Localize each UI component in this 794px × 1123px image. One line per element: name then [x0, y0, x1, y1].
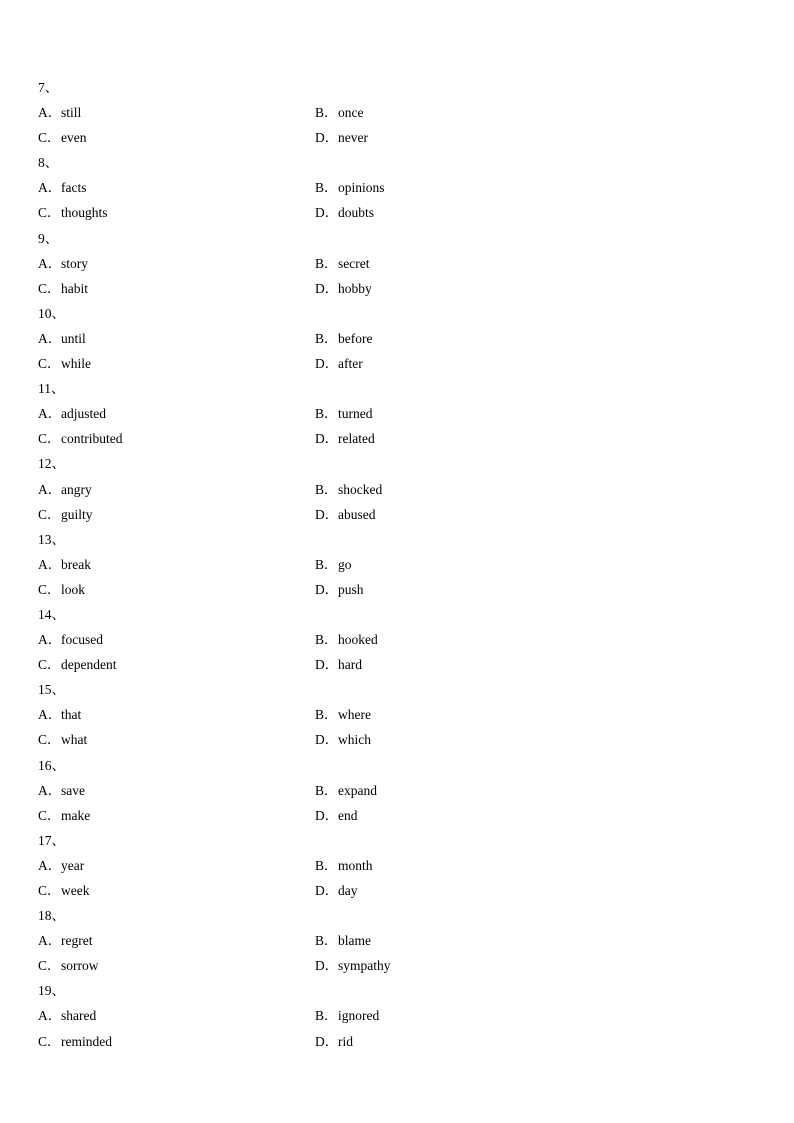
option-letter: C． [38, 130, 61, 146]
option-letter: B． [315, 330, 338, 346]
option-text: month [338, 857, 373, 873]
option-letter: C． [38, 356, 61, 372]
question-number: 13、 [38, 531, 65, 547]
answer-option [38, 1029, 112, 1054]
option-letter: B． [315, 707, 338, 723]
option-text: before [338, 330, 373, 346]
answer-option [38, 326, 86, 351]
option-letter: B． [315, 255, 338, 271]
option-text: where [338, 707, 371, 723]
option-letter: A． [38, 481, 62, 497]
answer-option [315, 125, 368, 150]
answer-option [38, 953, 99, 978]
answer-option [315, 351, 363, 376]
option-text: hobby [338, 280, 372, 296]
option-text: save [61, 782, 85, 798]
option-text: while [61, 356, 91, 372]
option-text: expand [338, 782, 377, 798]
answer-option [38, 652, 116, 677]
answer-option [315, 803, 358, 828]
option-text: sympathy [338, 958, 391, 974]
answer-option [315, 702, 371, 727]
option-text: focused [61, 632, 103, 648]
option-row [38, 426, 758, 451]
option-row [38, 477, 758, 502]
answer-option [315, 100, 363, 125]
question-item [38, 75, 758, 150]
option-text: sorrow [61, 958, 99, 974]
answer-option [38, 878, 89, 903]
answer-option [38, 502, 93, 527]
answer-option [315, 878, 358, 903]
option-letter: A． [38, 933, 62, 949]
option-letter: B． [315, 180, 338, 196]
option-letter: B． [315, 1008, 338, 1024]
option-letter: A． [38, 707, 62, 723]
option-letter: C． [38, 431, 61, 447]
option-text: after [338, 356, 363, 372]
option-text: make [61, 807, 91, 823]
question-item [38, 451, 758, 526]
option-letter: B． [315, 556, 338, 572]
question-number: 19、 [38, 983, 65, 999]
option-letter: B． [315, 782, 338, 798]
option-letter: D． [315, 205, 339, 221]
option-letter: C． [38, 280, 61, 296]
answer-option [315, 953, 391, 978]
option-text: still [61, 105, 82, 121]
question-item [38, 753, 758, 828]
option-letter: B． [315, 933, 338, 949]
question-number: 11、 [38, 381, 65, 397]
option-text: facts [61, 180, 87, 196]
option-letter: D． [315, 732, 339, 748]
question-number: 8、 [38, 155, 59, 171]
option-letter: B． [315, 632, 338, 648]
answer-option [315, 652, 362, 677]
option-letter: A． [38, 1008, 62, 1024]
answer-option [38, 853, 84, 878]
option-letter: A． [38, 857, 62, 873]
option-text: opinions [338, 180, 385, 196]
answer-option [38, 627, 103, 652]
option-letter: A． [38, 330, 62, 346]
option-text: year [61, 857, 85, 873]
question-number: 18、 [38, 908, 65, 924]
option-letter: B． [315, 857, 338, 873]
option-letter: D． [315, 506, 339, 522]
option-letter: D． [315, 431, 339, 447]
option-row [38, 577, 758, 602]
question-item [38, 150, 758, 225]
option-letter: C． [38, 657, 61, 673]
option-text: rid [338, 1033, 353, 1049]
option-row [38, 401, 758, 426]
option-row [38, 803, 758, 828]
option-text: contributed [61, 431, 123, 447]
option-text: once [338, 105, 364, 121]
option-text: that [61, 707, 82, 723]
option-row [38, 928, 758, 953]
answer-option [315, 477, 382, 502]
answer-option [315, 200, 374, 225]
option-text: even [61, 130, 87, 146]
question-number: 17、 [38, 832, 65, 848]
option-text: week [61, 883, 90, 898]
option-text: hooked [338, 632, 378, 648]
option-letter: A． [38, 632, 62, 648]
option-text: story [61, 255, 88, 271]
option-letter: C． [38, 883, 61, 898]
option-text: shocked [338, 481, 383, 497]
option-row [38, 351, 758, 376]
option-letter: A． [38, 782, 62, 798]
option-text: shared [61, 1008, 97, 1024]
option-letter: A． [38, 105, 62, 121]
option-letter: C． [38, 205, 61, 221]
question-number: 16、 [38, 757, 65, 773]
answer-option [315, 627, 378, 652]
option-text: abused [338, 506, 376, 522]
option-text: hard [338, 657, 362, 673]
answer-option [38, 276, 88, 301]
option-row [38, 251, 758, 276]
option-row [38, 100, 758, 125]
answer-option [38, 351, 91, 376]
option-letter: C． [38, 732, 61, 748]
option-letter: B． [315, 105, 338, 121]
answer-option [38, 552, 91, 577]
answer-option [315, 276, 372, 301]
option-row [38, 853, 758, 878]
option-text: angry [61, 481, 92, 497]
option-text: never [338, 130, 368, 146]
question-item [38, 527, 758, 602]
option-text: guilty [61, 506, 93, 522]
answer-option [38, 727, 87, 752]
answer-option [315, 502, 376, 527]
option-text: habit [61, 280, 88, 296]
option-text: look [61, 581, 86, 597]
option-letter: D． [315, 657, 339, 673]
option-text: thoughts [61, 205, 108, 221]
option-row [38, 502, 758, 527]
question-list [38, 75, 758, 1054]
question-item [38, 903, 758, 978]
option-row [38, 652, 758, 677]
option-row [38, 1003, 758, 1028]
question-item [38, 301, 758, 376]
answer-option [315, 426, 375, 451]
option-row [38, 778, 758, 803]
option-row [38, 953, 758, 978]
option-text: blame [338, 933, 371, 949]
option-letter: D． [315, 1033, 339, 1049]
option-text: ignored [338, 1008, 380, 1024]
option-text: secret [338, 255, 370, 271]
option-letter: A． [38, 180, 62, 196]
answer-option [38, 401, 106, 426]
option-letter: C． [38, 581, 61, 597]
option-row [38, 727, 758, 752]
question-item [38, 828, 758, 903]
option-text: reminded [61, 1033, 112, 1049]
option-letter: D． [315, 280, 339, 296]
option-row [38, 627, 758, 652]
question-number: 7、 [38, 80, 59, 95]
option-text: related [338, 431, 375, 447]
option-letter: D． [315, 807, 339, 823]
option-text: adjusted [61, 406, 106, 422]
answer-option [38, 200, 108, 225]
option-letter: D． [315, 356, 339, 372]
option-text: push [338, 581, 364, 597]
option-row [38, 702, 758, 727]
answer-option [38, 100, 81, 125]
option-text: until [61, 330, 86, 346]
question-number: 9、 [38, 230, 59, 246]
answer-option [315, 577, 364, 602]
option-text: day [338, 883, 358, 898]
question-item [38, 376, 758, 451]
answer-option [38, 477, 92, 502]
option-text: which [338, 732, 371, 748]
option-letter: D． [315, 130, 339, 146]
answer-option [38, 426, 122, 451]
option-text: go [338, 556, 352, 572]
option-letter: D． [315, 958, 339, 974]
option-letter: D． [315, 883, 339, 898]
option-text: regret [61, 933, 93, 949]
option-letter: D． [315, 581, 339, 597]
answer-option [38, 803, 90, 828]
option-row [38, 1029, 758, 1054]
answer-option [38, 125, 86, 150]
option-text: what [61, 732, 88, 748]
option-letter: C． [38, 506, 61, 522]
option-letter: A． [38, 556, 62, 572]
answer-option [38, 928, 92, 953]
option-text: end [338, 807, 358, 823]
option-letter: B． [315, 406, 338, 422]
answer-option [38, 577, 85, 602]
question-number: 10、 [38, 305, 65, 321]
question-item [38, 978, 758, 1053]
option-text: turned [338, 406, 373, 422]
question-number: 12、 [38, 456, 65, 472]
option-row [38, 552, 758, 577]
option-row [38, 200, 758, 225]
option-row [38, 878, 758, 903]
answer-option [38, 175, 86, 200]
answer-option [315, 326, 372, 351]
option-row [38, 175, 758, 200]
option-letter: C． [38, 958, 61, 974]
option-letter: B． [315, 481, 338, 497]
answer-option [315, 552, 352, 577]
option-row [38, 326, 758, 351]
question-item [38, 602, 758, 677]
answer-option [315, 853, 373, 878]
option-letter: C． [38, 807, 61, 823]
answer-option [315, 175, 385, 200]
option-letter: A． [38, 255, 62, 271]
answer-option [38, 251, 88, 276]
option-row [38, 125, 758, 150]
question-number: 15、 [38, 682, 65, 698]
answer-option [38, 702, 81, 727]
answer-option [315, 1029, 353, 1054]
question-item [38, 677, 758, 752]
question-number: 14、 [38, 606, 65, 622]
option-text: dependent [61, 657, 117, 673]
answer-option [315, 1003, 379, 1028]
answer-option [315, 401, 373, 426]
option-row [38, 276, 758, 301]
answer-option [315, 727, 371, 752]
option-letter: A． [38, 406, 62, 422]
answer-option [315, 251, 369, 276]
option-text: doubts [338, 205, 375, 221]
answer-option [38, 778, 85, 803]
option-text: break [61, 556, 91, 572]
option-letter: C． [38, 1033, 61, 1049]
question-item [38, 226, 758, 301]
answer-option [315, 778, 377, 803]
answer-option [38, 1003, 96, 1028]
answer-option [315, 928, 371, 953]
